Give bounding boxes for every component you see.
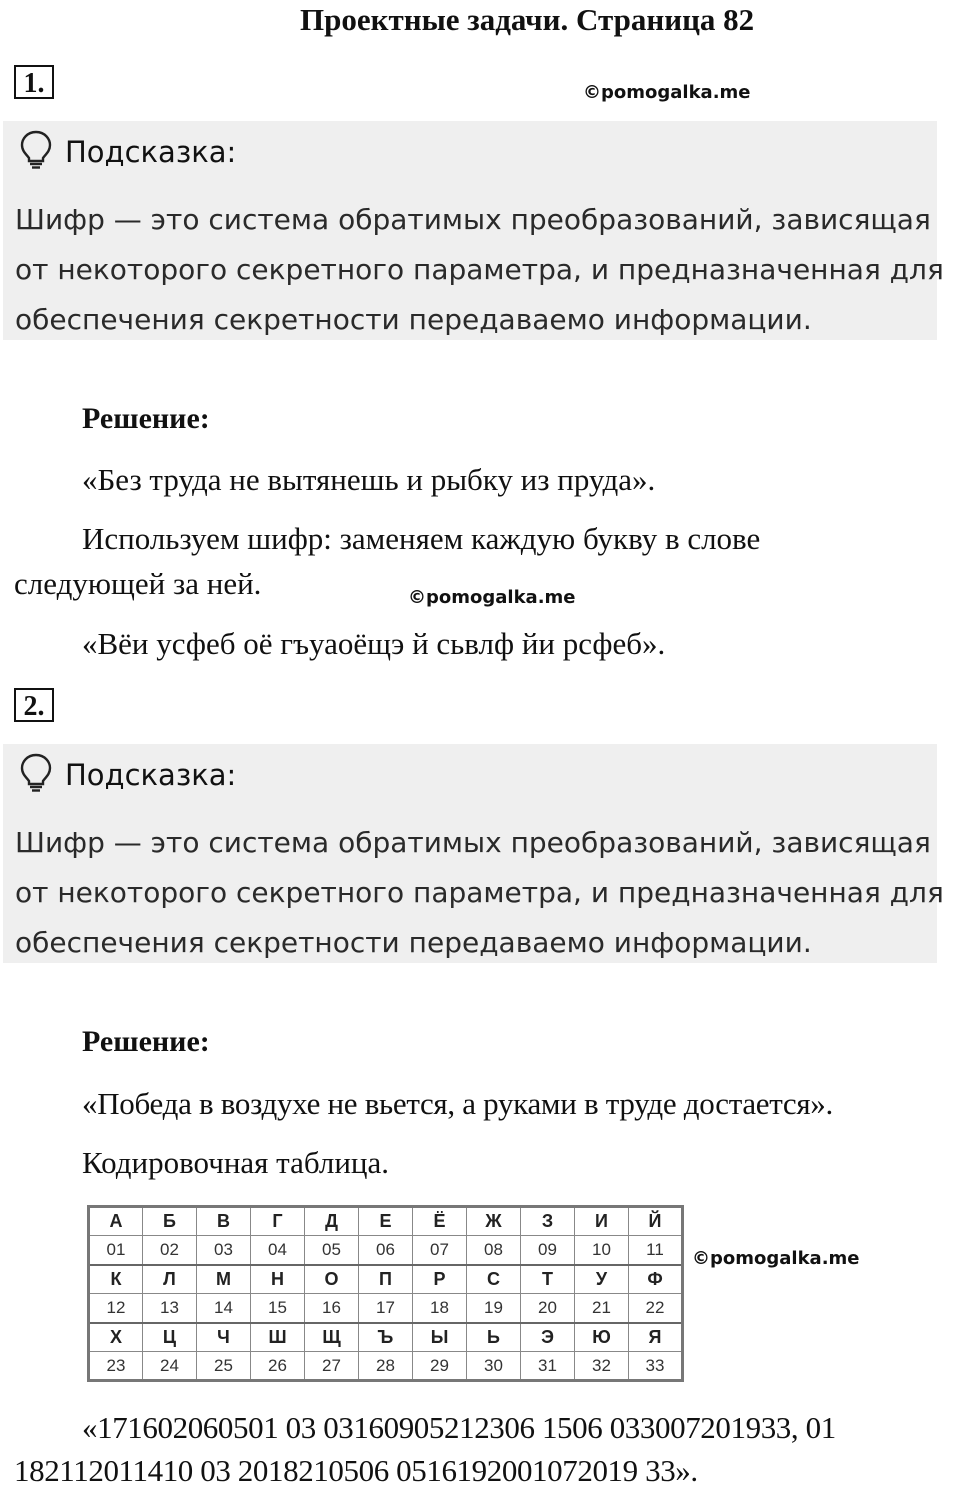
table-cell: Э [521,1323,575,1352]
hint-text [15,195,944,345]
table-row [89,1207,683,1236]
table-cell: 18 [413,1294,467,1323]
hint-label: Подсказка: [65,757,237,792]
lightbulb-icon [19,752,53,797]
hint-label: Подсказка: [65,134,237,169]
solution-line: Используем шифр: заменяем каждую букву в слове [82,521,761,556]
table-cell: Ъ [359,1323,413,1352]
table-cell: 23 [89,1352,143,1381]
solution-line: «Вёи усфеб оё гъуаоёщэ й сьвлф йи рсфеб». [82,626,666,661]
hint-text [15,818,944,968]
hint-box-1 [3,121,944,340]
table-cell: Б [143,1207,197,1236]
table-cell: Ы [413,1323,467,1352]
hint-line: от некоторого секретного параметра, и предназначенная для [15,876,944,909]
table-cell: Р [413,1265,467,1294]
table-cell: 30 [467,1352,521,1381]
table-cell: О [305,1265,359,1294]
hint-line: обеспечения секретности передаваемо информации. [15,926,812,959]
code-table [87,1205,684,1382]
table-cell: З [521,1207,575,1236]
table-cell: 22 [629,1294,683,1323]
table-cell: 01 [89,1236,143,1265]
hint-line: Шифр — это система обратимых преобразований, зависящая [15,826,931,859]
watermark: ©pomogalka.me [408,587,576,608]
table-cell: Ч [197,1323,251,1352]
table-cell: Ц [143,1323,197,1352]
table-cell: 11 [629,1236,683,1265]
table-cell: Е [359,1207,413,1236]
table-cell: 31 [521,1352,575,1381]
table-cell: Й [629,1207,683,1236]
table-cell: 20 [521,1294,575,1323]
table-cell: Н [251,1265,305,1294]
task-number-2: 2. [14,688,54,722]
table-cell: 33 [629,1352,683,1381]
table-cell: Ё [413,1207,467,1236]
table-cell: 07 [413,1236,467,1265]
solution-heading-2: Решение: [82,1025,210,1058]
hint-box-2 [3,744,944,963]
solution-line: Кодировочная таблица. [82,1145,390,1180]
table-row [89,1265,683,1294]
solution-line: «Без труда не вытянешь и рыбку из пруда». [82,462,656,497]
table-cell: Ф [629,1265,683,1294]
hint-line: обеспечения секретности передаваемо информации. [15,303,812,336]
table-cell: Ь [467,1323,521,1352]
lightbulb-icon [19,129,53,174]
table-cell: Х [89,1323,143,1352]
table-cell: Ж [467,1207,521,1236]
table-cell: 05 [305,1236,359,1265]
table-cell: Т [521,1265,575,1294]
table-cell: Г [251,1207,305,1236]
table-cell: Щ [305,1323,359,1352]
table-cell: 16 [305,1294,359,1323]
table-cell: К [89,1265,143,1294]
table-cell: 25 [197,1352,251,1381]
table-cell: 15 [251,1294,305,1323]
table-cell: 14 [197,1294,251,1323]
solution-heading-1: Решение: [82,402,210,435]
table-cell: Я [629,1323,683,1352]
table-cell: У [575,1265,629,1294]
watermark: ©pomogalka.me [692,1248,860,1269]
solution-line: следующей за ней. [14,566,262,601]
hint-line: от некоторого секретного параметра, и предназначенная для [15,253,944,286]
table-cell: 12 [89,1294,143,1323]
table-cell: 09 [521,1236,575,1265]
table-cell: 03 [197,1236,251,1265]
table-row [89,1294,683,1323]
hint-header [19,129,236,174]
table-cell: 08 [467,1236,521,1265]
table-cell: 04 [251,1236,305,1265]
table-cell: 06 [359,1236,413,1265]
solution-line: «171602060501 03 03160905212306 1506 033007201933, 01 [82,1410,836,1445]
table-cell: И [575,1207,629,1236]
table-cell: 29 [413,1352,467,1381]
table-cell: П [359,1265,413,1294]
table-row [89,1236,683,1265]
table-cell: 10 [575,1236,629,1265]
solution-line: 182112011410 03 2018210506 0516192001072019 33». [14,1453,698,1488]
table-cell: Д [305,1207,359,1236]
solution-line: «Победа в воздухе не вьется, а руками в труде достается». [82,1086,833,1121]
table-cell: Л [143,1265,197,1294]
table-cell: М [197,1265,251,1294]
table-cell: 13 [143,1294,197,1323]
table-cell: 19 [467,1294,521,1323]
table-cell: Ш [251,1323,305,1352]
table-cell: 24 [143,1352,197,1381]
table-row [89,1352,683,1381]
table-cell: 02 [143,1236,197,1265]
hint-header [19,752,236,797]
table-cell: 28 [359,1352,413,1381]
hint-line: Шифр — это система обратимых преобразований, зависящая [15,203,931,236]
task-number-1: 1. [14,65,54,99]
page-title: Проектные задачи. Страница 82 [300,2,755,37]
table-cell: 26 [251,1352,305,1381]
table-cell: В [197,1207,251,1236]
table-cell: Ю [575,1323,629,1352]
table-row [89,1323,683,1352]
table-cell: А [89,1207,143,1236]
table-cell: 27 [305,1352,359,1381]
table-cell: 32 [575,1352,629,1381]
table-cell: 21 [575,1294,629,1323]
table-cell: 17 [359,1294,413,1323]
watermark: ©pomogalka.me [583,82,751,103]
table-cell: С [467,1265,521,1294]
